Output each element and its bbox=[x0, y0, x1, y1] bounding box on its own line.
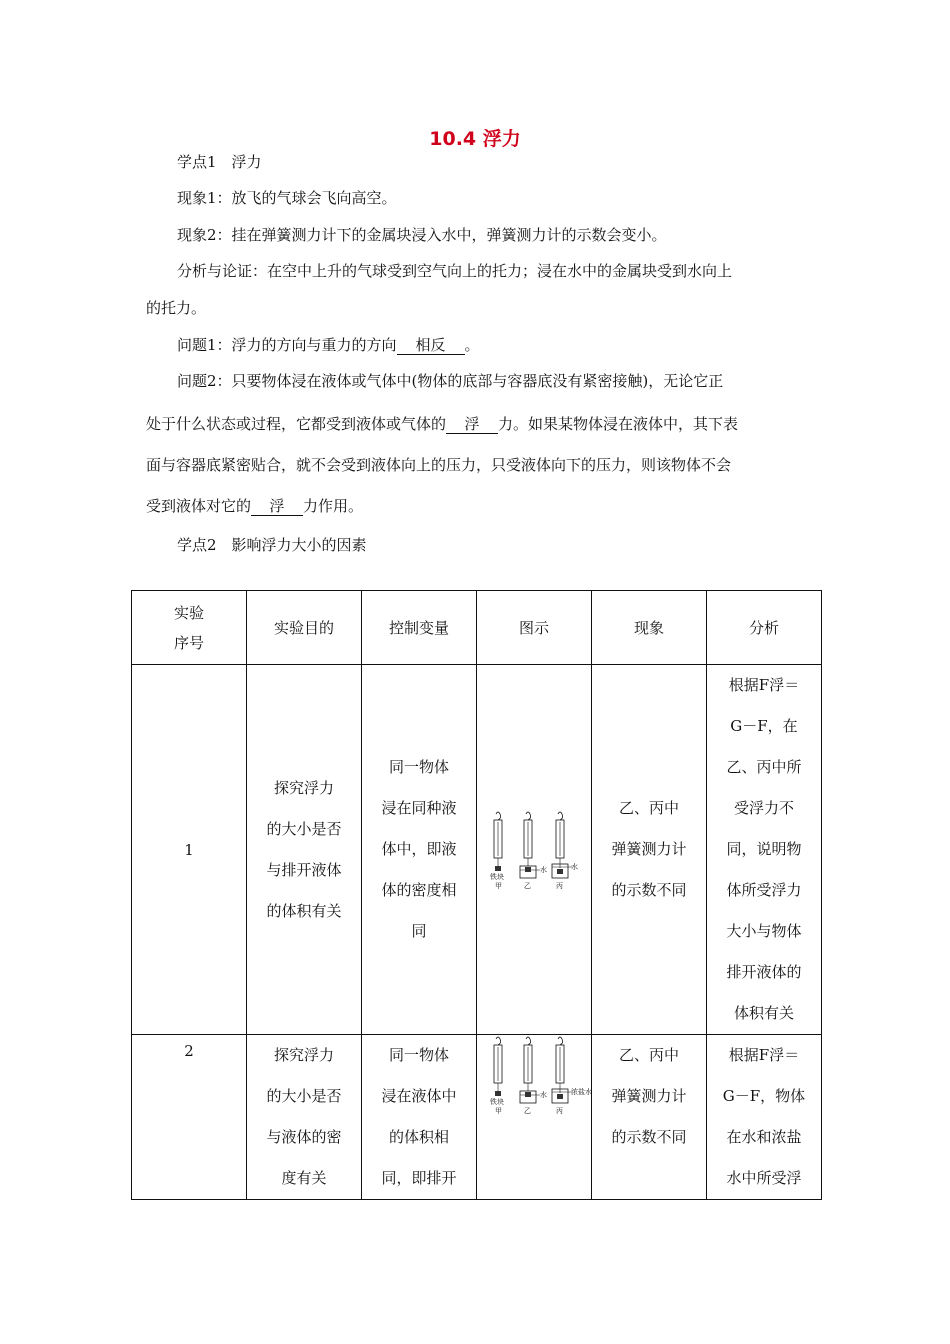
figure-cell bbox=[477, 665, 592, 1035]
section-heading-1: 学点1 浮力 bbox=[177, 153, 262, 171]
table-row bbox=[132, 665, 822, 1035]
control-line: 体中，即液 bbox=[381, 840, 457, 858]
header-cell: 现象 bbox=[592, 591, 707, 665]
phenomenon-cell bbox=[592, 1035, 707, 1200]
question-2-text-b: 力。如果某物体浸在液体中，其下表 bbox=[498, 415, 739, 433]
analysis-line: 排开液体的 bbox=[726, 963, 802, 981]
analysis-line: 乙、丙中所 bbox=[726, 758, 802, 776]
question-2-line-3: 面与容器底紧密贴合，就不会受到液体向上的压力，只受液体向下的压力，则该物体不会 bbox=[146, 456, 732, 474]
analysis-line: 在水和浓盐 bbox=[726, 1128, 802, 1146]
hook-icon bbox=[558, 1037, 563, 1045]
analysis-line-2: 的托力。 bbox=[146, 299, 207, 317]
analysis-line: 根据F浮＝ bbox=[728, 676, 800, 694]
purpose-line: 与排开液体 bbox=[266, 860, 342, 879]
phenomenon-2: 现象2：挂在弹簧测力计下的金属块浸入水中，弹簧测力计的示数会变小。 bbox=[177, 226, 667, 244]
experiment-table bbox=[131, 590, 822, 1200]
label-bing: 丙 bbox=[556, 1107, 563, 1115]
control-line: 体的密度相 bbox=[381, 881, 457, 899]
header-cell: 控制变量 bbox=[362, 591, 477, 665]
control-line: 浸在同种液 bbox=[381, 799, 457, 817]
phenomenon-line: 的示数不同 bbox=[611, 881, 687, 899]
page-title: 10.4 浮力 bbox=[429, 128, 521, 150]
row-number: 1 bbox=[132, 665, 247, 1035]
question-2-answer-1: 浮 bbox=[446, 415, 498, 434]
iron-block bbox=[525, 1092, 531, 1097]
iron-block bbox=[525, 867, 531, 872]
label-liquid-2: 水 bbox=[571, 862, 578, 871]
question-1-end: 。 bbox=[464, 336, 480, 354]
label-jia: 甲 bbox=[495, 881, 502, 890]
control-line: 同一物体 bbox=[388, 1046, 449, 1064]
question-2-text-a: 处于什么状态或过程，它都受到液体或气体的 bbox=[146, 415, 447, 433]
hook-icon bbox=[496, 812, 501, 820]
phenomenon-line: 乙、丙中 bbox=[618, 799, 679, 817]
purpose-line: 度有关 bbox=[281, 1169, 327, 1187]
analysis-line: 同，说明物 bbox=[726, 840, 802, 858]
row-number: 2 bbox=[132, 1035, 247, 1200]
purpose-cell bbox=[247, 1035, 362, 1200]
question-1-text: 问题1：浮力的方向与重力的方向 bbox=[177, 336, 397, 354]
phenomenon-line: 乙、丙中 bbox=[618, 1046, 679, 1064]
phenomenon-line: 弹簧测力计 bbox=[611, 840, 687, 858]
question-2-text-c: 受到液体对它的 bbox=[146, 497, 252, 515]
question-2-line-4 bbox=[146, 496, 363, 516]
analysis-line: 大小与物体 bbox=[726, 922, 802, 940]
label-bing: 丙 bbox=[556, 881, 563, 890]
table-row bbox=[132, 1035, 822, 1200]
question-2-line-1: 问题2：只要物体浸在液体或气体中(物体的底部与容器底没有紧密接触)，无论它正 bbox=[177, 372, 724, 390]
phenomenon-cell bbox=[592, 665, 707, 1035]
question-2-line-2 bbox=[146, 414, 738, 434]
hook-icon bbox=[526, 812, 531, 820]
analysis-line: 体所受浮力 bbox=[726, 881, 802, 899]
iron-block bbox=[495, 1091, 501, 1096]
label-liquid-2: 浓盐水 bbox=[571, 1088, 592, 1096]
control-cell bbox=[362, 665, 477, 1035]
header-cell: 实验目的 bbox=[247, 591, 362, 665]
label-liquid-1: 水 bbox=[540, 865, 547, 874]
iron-block bbox=[557, 869, 563, 874]
control-line: 浸在液体中 bbox=[381, 1087, 457, 1105]
analysis-line-1: 分析与论证：在空中上升的气球受到空气向上的托力；浸在水中的金属块受到水向上 bbox=[177, 262, 733, 280]
figure-cell bbox=[477, 1035, 592, 1200]
label-iron-block: 铁块 bbox=[490, 1098, 504, 1106]
control-line: 的体积相 bbox=[388, 1128, 449, 1146]
purpose-line: 与液体的密 bbox=[266, 1128, 342, 1146]
table-header-row bbox=[132, 591, 822, 665]
hook-icon bbox=[526, 1037, 531, 1045]
header-no-a: 实验 bbox=[173, 603, 204, 622]
phenomenon-1: 现象1：放飞的气球会飞向高空。 bbox=[177, 189, 397, 207]
hook-icon bbox=[558, 812, 563, 820]
header-cell bbox=[132, 591, 247, 665]
label-iron-block: 铁块 bbox=[490, 872, 504, 881]
control-line: 同，即排开 bbox=[381, 1169, 457, 1187]
analysis-line: G－F，物体 bbox=[722, 1087, 806, 1105]
header-cell: 图示 bbox=[477, 591, 592, 665]
phenomenon-line: 的示数不同 bbox=[611, 1128, 687, 1146]
spring-scale-figure bbox=[484, 810, 584, 890]
control-cell bbox=[362, 1035, 477, 1200]
analysis-cell bbox=[707, 665, 822, 1035]
iron-block bbox=[557, 1094, 563, 1099]
analysis-line: 受浮力不 bbox=[733, 799, 794, 817]
label-liquid-1: 水 bbox=[540, 1091, 547, 1099]
control-line: 同一物体 bbox=[388, 758, 449, 776]
analysis-line: G－F，在 bbox=[730, 717, 798, 735]
label-yi: 乙 bbox=[524, 1107, 531, 1115]
analysis-line: 体积有关 bbox=[733, 1004, 794, 1022]
purpose-line: 的体积有关 bbox=[266, 901, 342, 920]
control-line: 同 bbox=[411, 922, 427, 940]
question-2-text-d: 力作用。 bbox=[303, 497, 364, 515]
purpose-line: 的大小是否 bbox=[266, 819, 342, 838]
spring-scale-figure bbox=[484, 1035, 592, 1115]
phenomenon-line: 弹簧测力计 bbox=[611, 1087, 687, 1105]
header-cell: 分析 bbox=[707, 591, 822, 665]
question-1-answer: 相反 bbox=[397, 336, 465, 355]
analysis-line: 水中所受浮 bbox=[726, 1169, 802, 1187]
hook-icon bbox=[496, 1037, 501, 1045]
purpose-line: 的大小是否 bbox=[266, 1087, 342, 1105]
iron-block bbox=[495, 866, 501, 871]
label-yi: 乙 bbox=[524, 881, 531, 890]
analysis-cell bbox=[707, 1035, 822, 1200]
question-2-answer-2: 浮 bbox=[251, 497, 303, 516]
purpose-line: 探究浮力 bbox=[273, 778, 334, 797]
purpose-line: 探究浮力 bbox=[273, 1046, 334, 1064]
section-heading-2: 学点2 影响浮力大小的因素 bbox=[177, 536, 367, 554]
label-jia: 甲 bbox=[495, 1107, 502, 1115]
analysis-line: 根据F浮＝ bbox=[728, 1046, 800, 1064]
question-1 bbox=[177, 335, 480, 355]
header-no-b: 序号 bbox=[173, 633, 204, 652]
purpose-cell bbox=[247, 665, 362, 1035]
